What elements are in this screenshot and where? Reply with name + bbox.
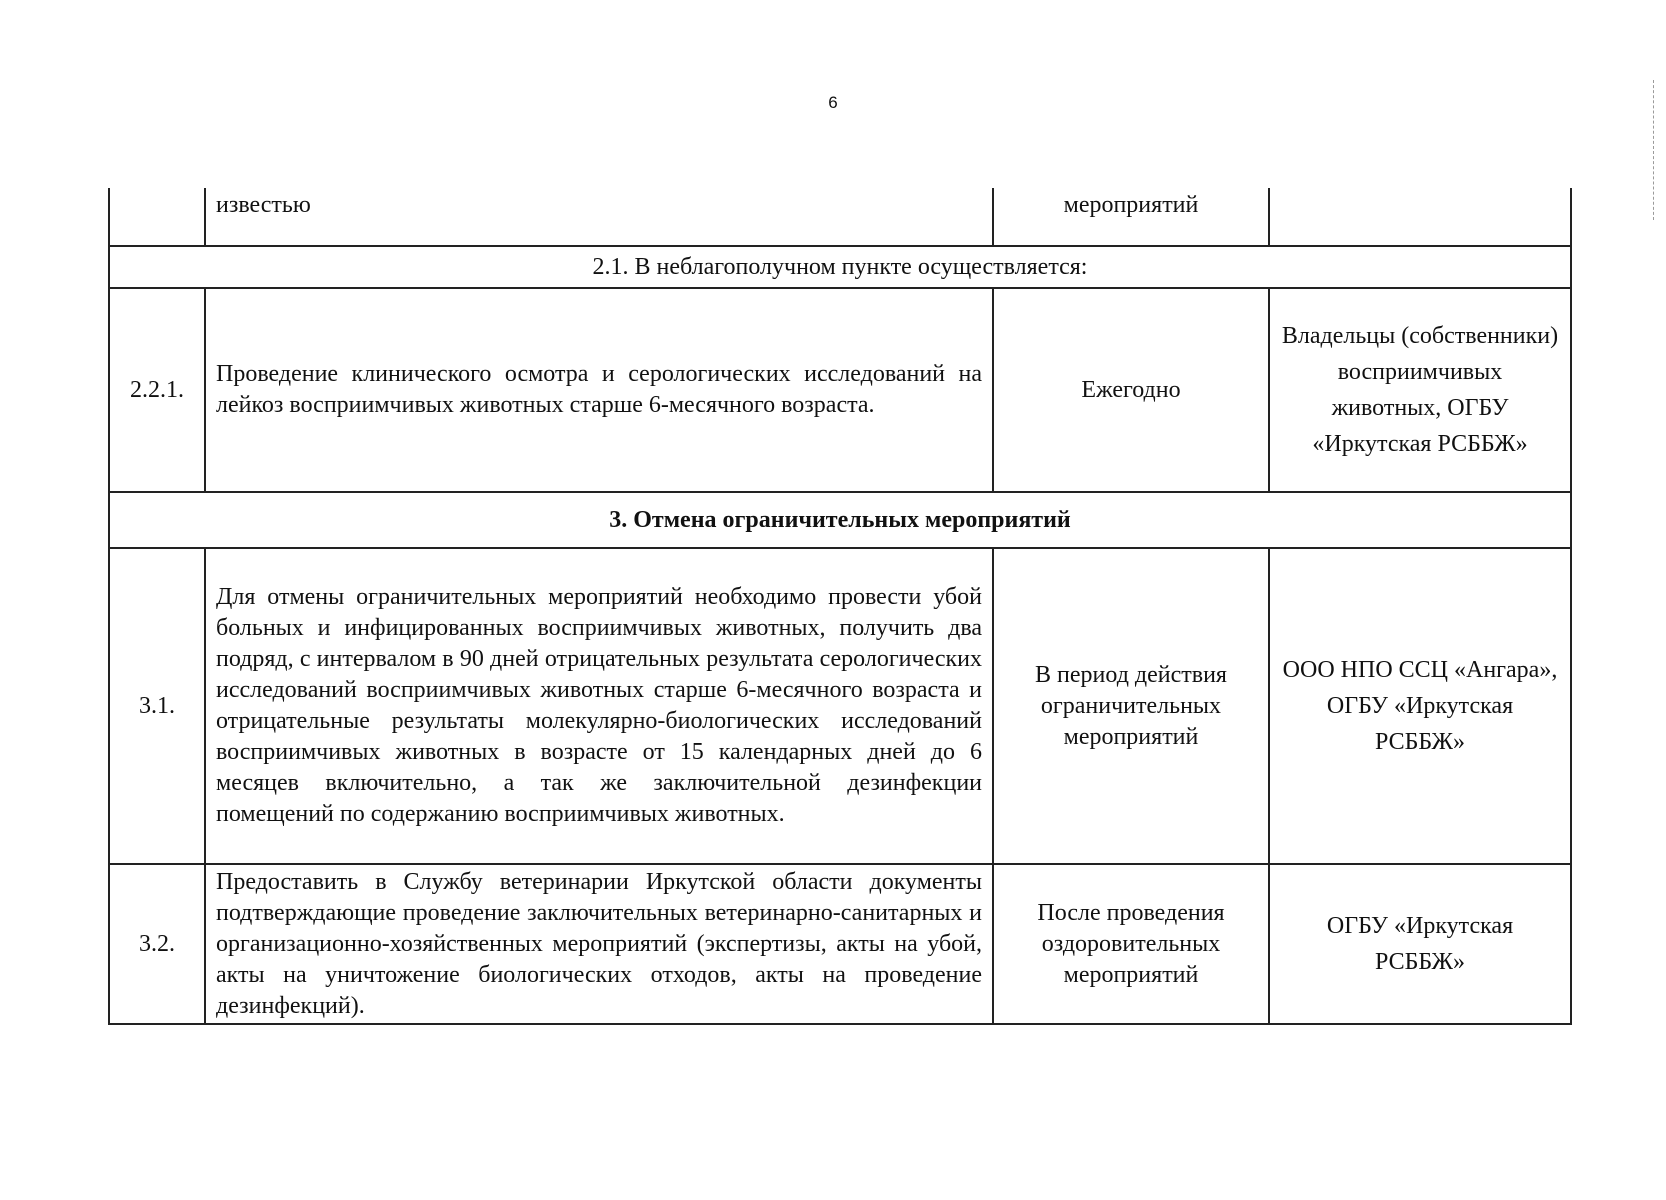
term-cell: мероприятий <box>993 188 1269 246</box>
row-number-cell: 3.1. <box>109 548 205 864</box>
measure-text-cell: Предоставить в Службу ветеринарии Иркутской области документы подтверждающие проведение заключительных ветеринарно-санитарных и организационно-хозяйственных мероприятий (экспертизы, акты на убой, акты на уничтожение биологических отходов, акты на проведение дезинфекций). <box>205 864 993 1024</box>
table-row-section-3 <box>109 492 1571 548</box>
table-row-3-1 <box>109 548 1571 864</box>
measure-text-cell: Для отмены ограничительных мероприятий необходимо провести убой больных и инфицированных восприимчивых животных, получить два подряд, с интервалом в 90 дней отрицательных результата серологических исследований восприимчивых животных старше 6-месячного возраста и отрицательные результаты молекулярно-биологических исследований восприимчивых животных в возрасте от 15 календарных дней до 6 месяцев включительно, а так же заключительной дезинфекции помещений по содержанию восприимчивых животных. <box>205 548 993 864</box>
row-number-cell <box>109 188 205 246</box>
table-row-3-2 <box>109 864 1571 1024</box>
table-row-2-2-1 <box>109 288 1571 492</box>
responsible-cell: ОГБУ «Иркутская РСББЖ» <box>1269 864 1571 1024</box>
measures-table <box>108 188 1572 1025</box>
term-cell: В период действия ограничительных мероприятий <box>993 548 1269 864</box>
table-row-continuation <box>109 188 1571 246</box>
row-number-cell: 2.2.1. <box>109 288 205 492</box>
responsible-cell <box>1269 188 1571 246</box>
scan-edge-line <box>1653 80 1654 220</box>
term-cell: После проведения оздоровительных мероприятий <box>993 864 1269 1024</box>
measure-text-cell: Проведение клинического осмотра и серологических исследований на лейкоз восприимчивых животных старше 6-месячного возраста. <box>205 288 993 492</box>
responsible-cell: ООО НПО ССЦ «Ангара», ОГБУ «Иркутская РСББЖ» <box>1269 548 1571 864</box>
subsection-heading: 2.1. В неблагополучном пункте осуществляется: <box>109 246 1571 288</box>
page-number: 6 <box>828 93 838 112</box>
measure-text-cell: известью <box>205 188 993 246</box>
section-heading: 3. Отмена ограничительных мероприятий <box>109 492 1571 548</box>
row-number-cell: 3.2. <box>109 864 205 1024</box>
term-cell: Ежегодно <box>993 288 1269 492</box>
table-row-subsection-2-1 <box>109 246 1571 288</box>
responsible-cell: Владельцы (собственники) восприимчивых животных, ОГБУ «Иркутская РСББЖ» <box>1269 288 1571 492</box>
